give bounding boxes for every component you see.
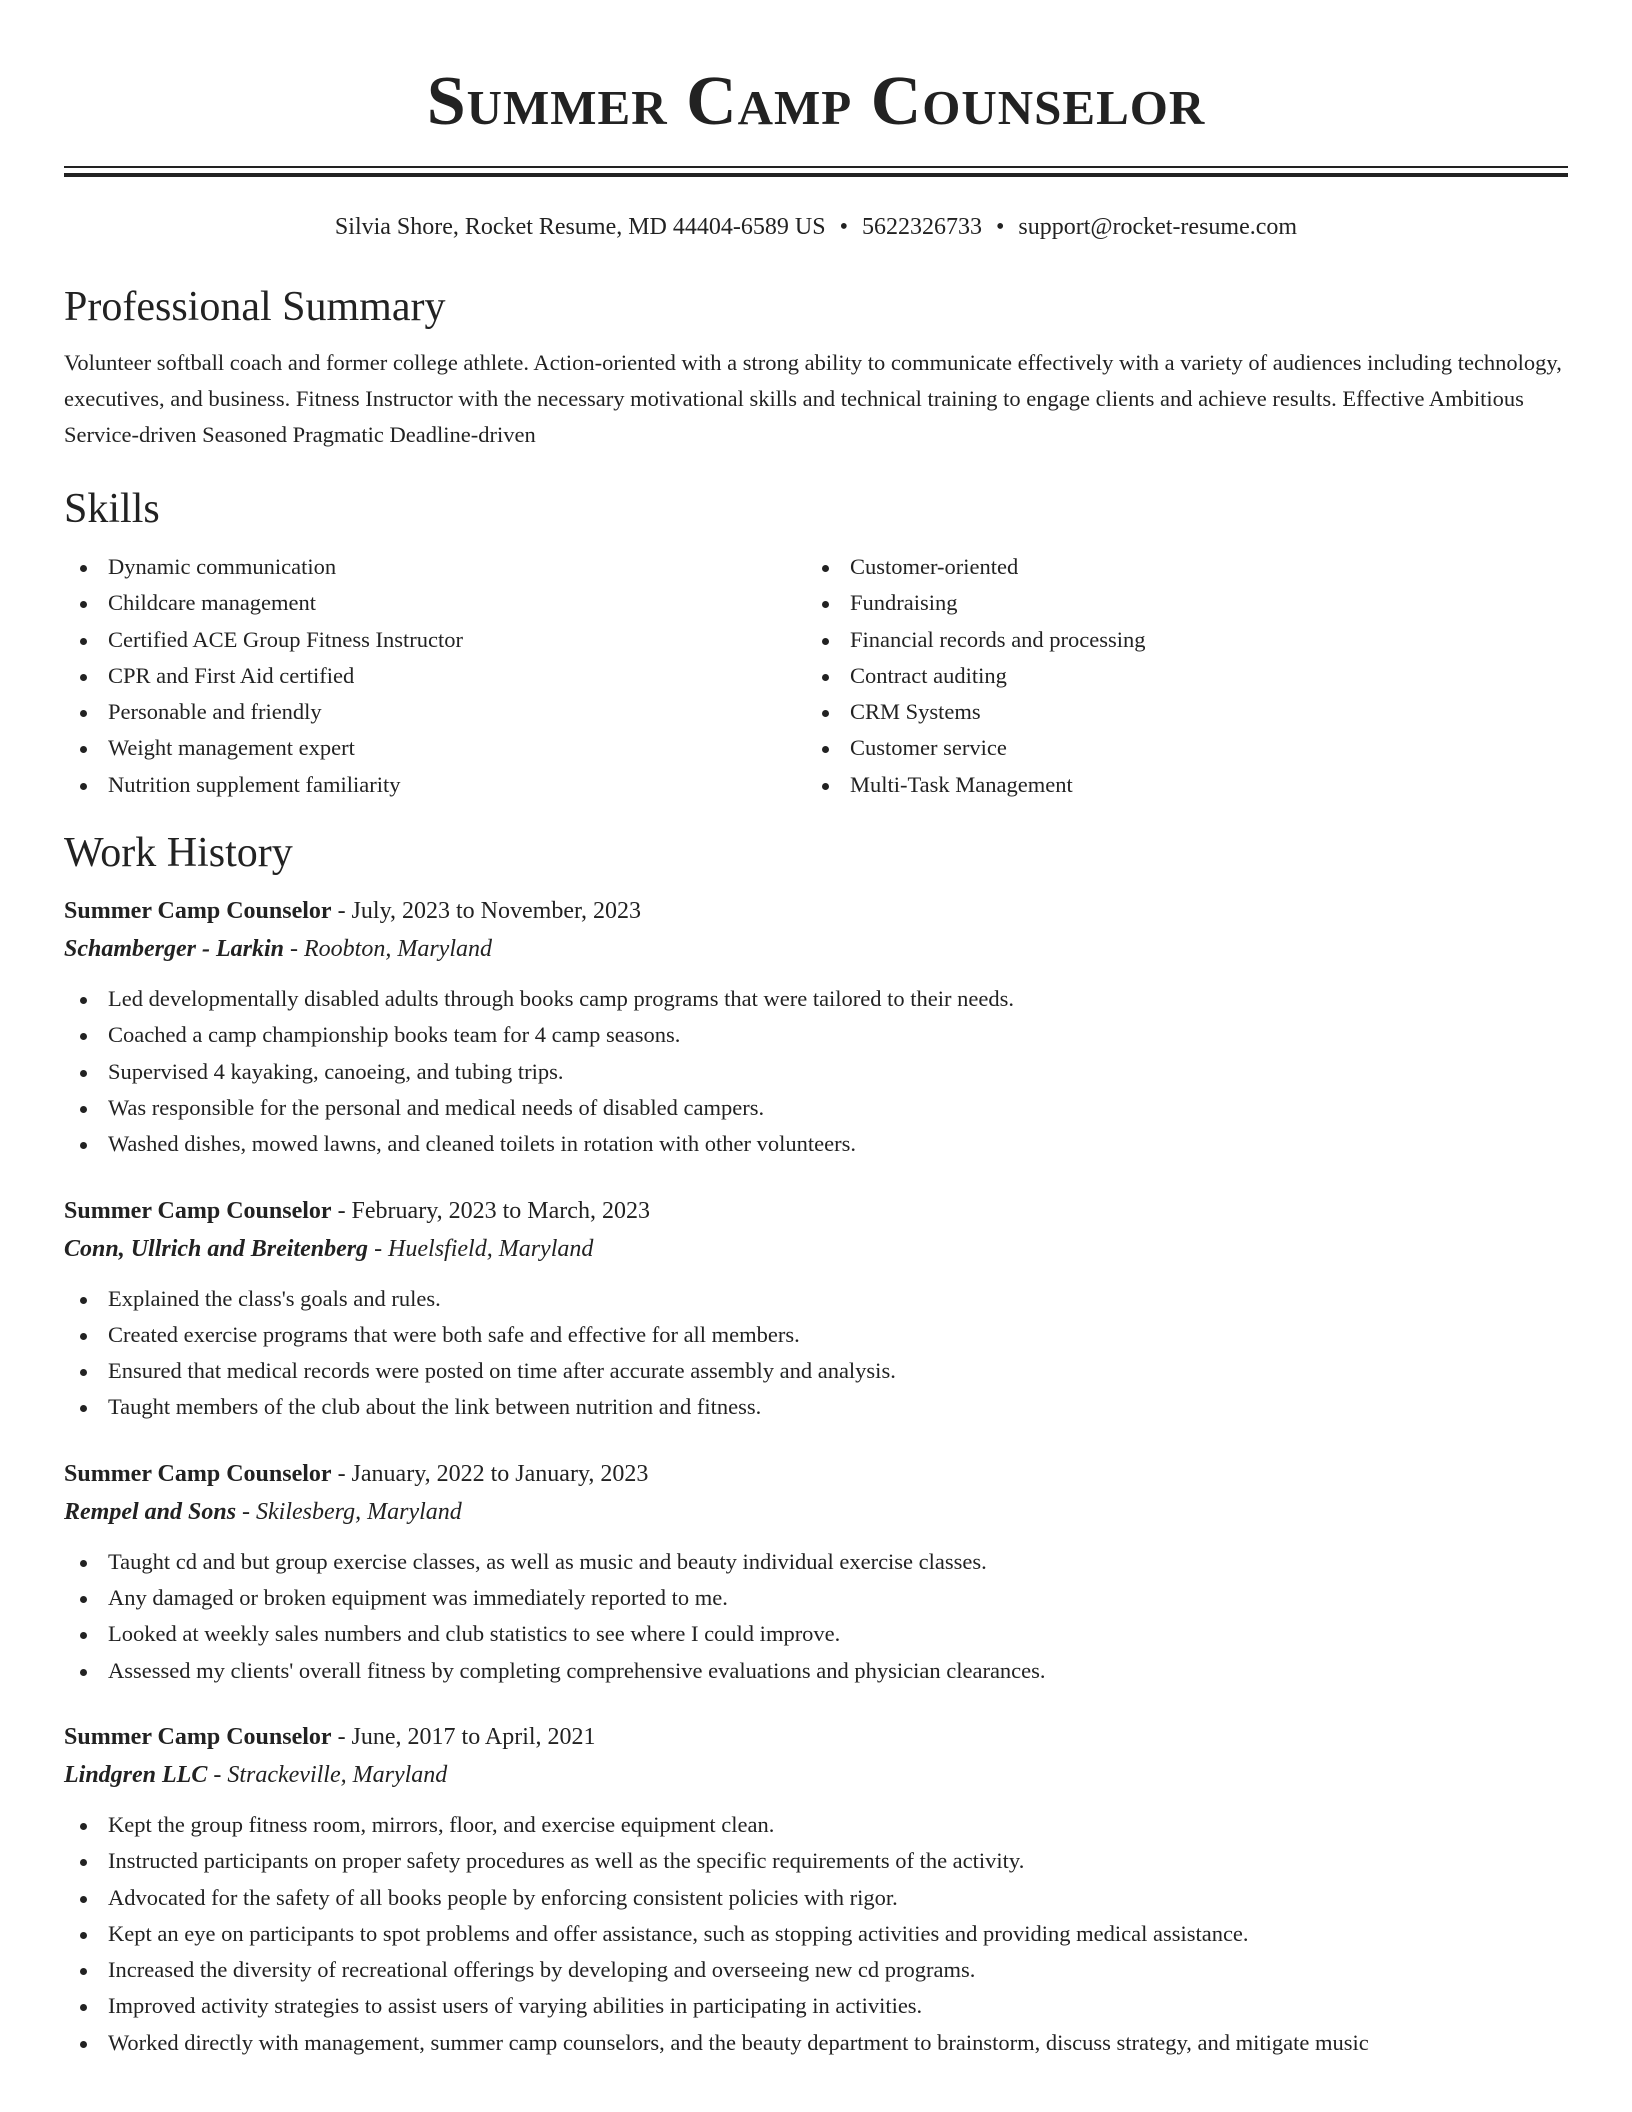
job-duty: Created exercise programs that were both safe and effective for all members.	[64, 1317, 1568, 1353]
skill-item: CRM Systems	[806, 694, 1548, 730]
job-duty: Worked directly with management, summer camp counselors, and the beauty department to brainstorm, discuss strategy, and mitigate music	[64, 2025, 1568, 2061]
job-duty: Supervised 4 kayaking, canoeing, and tubing trips.	[64, 1054, 1568, 1090]
job-title-line	[64, 893, 1568, 929]
job-duty: Washed dishes, mowed lawns, and cleaned toilets in rotation with other volunteers.	[64, 1126, 1568, 1162]
job-location: - Huelsfield, Maryland	[368, 1235, 594, 1262]
skill-item: Contract auditing	[806, 658, 1548, 694]
title-double-rule	[64, 166, 1568, 177]
job-dates: - June, 2017 to April, 2021	[331, 1723, 596, 1750]
skills-list-left	[64, 549, 806, 803]
job-company-line	[64, 1492, 1568, 1532]
job-title: Summer Camp Counselor	[64, 1460, 332, 1487]
job-duty: Assessed my clients' overall fitness by completing comprehensive evaluations and physician clearances.	[64, 1653, 1568, 1689]
job-company: Schamberger - Larkin	[64, 936, 285, 963]
skills-heading: Skills	[64, 486, 160, 532]
summary-section	[64, 281, 1568, 453]
job-location: - Skilesberg, Maryland	[236, 1498, 462, 1525]
job-duty: Led developmentally disabled adults through books camp programs that were tailored to their needs.	[64, 981, 1568, 1017]
contact-email: support@rocket-resume.com	[1018, 214, 1298, 240]
job-dates: - February, 2023 to March, 2023	[331, 1197, 650, 1224]
job-title-line	[64, 1193, 1568, 1229]
skill-item: Fundraising	[806, 585, 1548, 621]
resume-title: Summer Camp Counselor	[426, 63, 1206, 140]
job-entry	[64, 1456, 1568, 1689]
resume-page	[64, 0, 1568, 2061]
job-dates: - January, 2022 to January, 2023	[331, 1460, 649, 1487]
skill-item: Weight management expert	[64, 730, 806, 766]
work-history-section	[64, 827, 1568, 2061]
job-duty: Increased the diversity of recreational offerings by developing and overseeing new cd programs.	[64, 1952, 1568, 1988]
job-duty: Ensured that medical records were posted on time after accurate assembly and analysis.	[64, 1353, 1568, 1389]
skill-item: CPR and First Aid certified	[64, 658, 806, 694]
job-location: - Roobton, Maryland	[284, 936, 492, 963]
job-company: Rempel and Sons	[64, 1498, 237, 1525]
contact-separator: •	[839, 214, 848, 240]
job-title: Summer Camp Counselor	[64, 1197, 332, 1224]
job-duty: Taught members of the club about the link between nutrition and fitness.	[64, 1389, 1568, 1425]
contact-line	[64, 211, 1568, 243]
skill-item: Nutrition supplement familiarity	[64, 767, 806, 803]
job-company-line	[64, 1755, 1568, 1795]
skill-item: Financial records and processing	[806, 622, 1548, 658]
job-duties-list	[64, 1544, 1568, 1689]
summary-text: Volunteer softball coach and former college athlete. Action-oriented with a strong ability to communicate effectively with a variety of audiences including technology, executives, and business. Fitness Instructor with the necessary motivational skills and technical training to engage clients and achieve results. Effective Ambitious Service-driven Seasoned Pragmatic Deadline-driven	[64, 350, 1562, 447]
job-title-line	[64, 1456, 1568, 1492]
job-duties-list	[64, 981, 1568, 1162]
job-company-line	[64, 1229, 1568, 1269]
skill-item: Customer service	[806, 730, 1548, 766]
skill-item: Childcare management	[64, 585, 806, 621]
job-entry	[64, 1719, 1568, 2061]
job-duty: Coached a camp championship books team for 4 camp seasons.	[64, 1017, 1568, 1053]
contact-address: Silvia Shore, Rocket Resume, MD 44404-6589 US	[334, 214, 826, 240]
skills-list-right	[806, 549, 1548, 803]
skills-columns	[64, 549, 1568, 803]
contact-separator: •	[995, 214, 1005, 240]
job-duty: Looked at weekly sales numbers and club statistics to see where I could improve.	[64, 1616, 1568, 1652]
contact-phone: 5622326733	[861, 214, 982, 240]
job-entry	[64, 893, 1568, 1162]
job-duty: Was responsible for the personal and medical needs of disabled campers.	[64, 1090, 1568, 1126]
job-company-line	[64, 929, 1568, 969]
summary-heading: Professional Summary	[64, 284, 446, 330]
job-duty: Kept an eye on participants to spot problems and offer assistance, such as stopping activities and providing medical assistance.	[64, 1916, 1568, 1952]
skills-section	[64, 483, 1568, 803]
job-dates: - July, 2023 to November, 2023	[331, 898, 642, 925]
job-location: - Strackeville, Maryland	[207, 1761, 448, 1788]
skill-item: Multi-Task Management	[806, 767, 1548, 803]
job-duty: Advocated for the safety of all books people by enforcing consistent policies with rigor.	[64, 1880, 1568, 1916]
job-duty: Kept the group fitness room, mirrors, floor, and exercise equipment clean.	[64, 1807, 1568, 1843]
job-company: Conn, Ullrich and Breitenberg	[64, 1235, 369, 1262]
job-duty: Instructed participants on proper safety procedures as well as the specific requirements of the activity.	[64, 1843, 1568, 1879]
job-entry	[64, 1193, 1568, 1426]
skill-item: Certified ACE Group Fitness Instructor	[64, 622, 806, 658]
skill-item: Dynamic communication	[64, 549, 806, 585]
job-title-line	[64, 1719, 1568, 1755]
job-duties-list	[64, 1807, 1568, 2061]
job-duty: Any damaged or broken equipment was immediately reported to me.	[64, 1580, 1568, 1616]
job-title: Summer Camp Counselor	[64, 1723, 332, 1750]
job-duties-list	[64, 1281, 1568, 1426]
job-title: Summer Camp Counselor	[64, 898, 332, 925]
job-duty: Explained the class's goals and rules.	[64, 1281, 1568, 1317]
job-duty: Taught cd and but group exercise classes, as well as music and beauty individual exercise classes.	[64, 1544, 1568, 1580]
job-company: Lindgren LLC	[64, 1761, 208, 1788]
skill-item: Customer-oriented	[806, 549, 1548, 585]
work-history-heading: Work History	[64, 830, 293, 877]
job-duty: Improved activity strategies to assist users of varying abilities in participating in activities.	[64, 1988, 1568, 2024]
skill-item: Personable and friendly	[64, 694, 806, 730]
